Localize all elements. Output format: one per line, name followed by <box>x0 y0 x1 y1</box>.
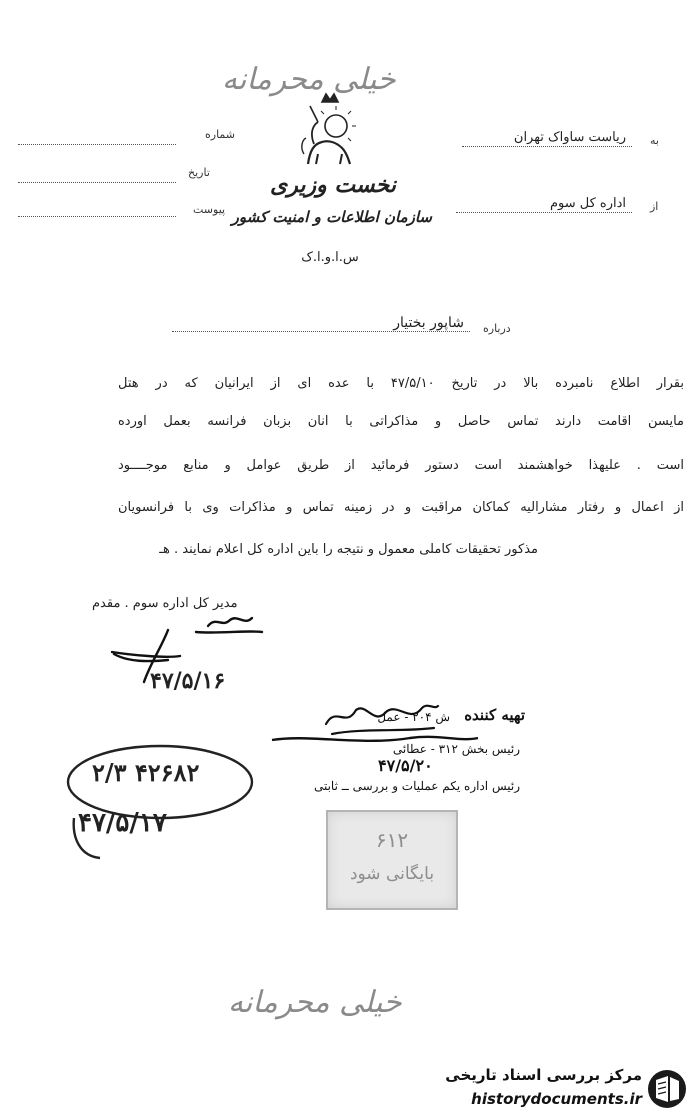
date-field-line <box>18 182 176 183</box>
archive-stamp-text: بایگانی شود <box>349 864 435 884</box>
registry-date: ۴۷/۵/۱۷ <box>78 808 167 838</box>
attachment-field-line <box>18 216 176 217</box>
body-line-4: از اعمال و رفتار مشارالیه کماکان مراقبت و در زمینه تماس و مذاکرات وی با فرانسویان <box>118 500 684 515</box>
preparer-label: تهیه کننده <box>464 706 525 724</box>
classification-stamp-top: خیلی محرمانه <box>222 62 396 97</box>
lion-sun-emblem-icon <box>296 92 364 172</box>
to-value: ریاست ساواک تهران <box>513 130 626 145</box>
date-label: تاریخ <box>188 166 210 179</box>
from-label: از <box>650 200 659 213</box>
subject-value: شاپور بختیار <box>393 315 464 331</box>
office-head-label: رئیس اداره یکم عملیات و بررسی ــ ثابتی <box>313 779 520 793</box>
archive-stamp <box>326 810 458 910</box>
subject-field-line <box>172 331 470 332</box>
registry-number: ۲/۳ ۴۲۶۸۲ <box>92 758 200 787</box>
footer-watermark <box>412 1060 692 1116</box>
letterhead-title: نخست وزیری <box>270 172 396 198</box>
subject-label: درباره <box>483 322 511 335</box>
number-label: شماره <box>205 128 236 141</box>
approval-title: مدیر کل اداره سوم . مقدم <box>92 596 238 611</box>
letterhead-code: س.ا.و.ا.ک <box>301 250 359 265</box>
footer-website: historydocuments.ir <box>471 1090 642 1108</box>
classification-stamp-bottom: خیلی محرمانه <box>228 985 402 1020</box>
footer-brand-name: مرکز بررسی اسناد تاریخی <box>445 1066 642 1084</box>
attachment-label: پیوست <box>193 203 226 216</box>
preparer-handwriting: ش ۲۰۴ - عمل <box>377 710 450 724</box>
body-line-3: است . علیهذا خواهشمند است دستور فرمائید از طریق عوامل و منابع موجــــود <box>118 458 684 473</box>
archive-logo-icon <box>646 1068 688 1110</box>
from-field-line <box>456 212 632 213</box>
to-field-line <box>462 146 632 147</box>
approval-handwriting: ۴۷/۵/۱۶ <box>150 668 226 694</box>
body-line-2: مایسن اقامت دارند تماس حاصل و مذاکراتی با آنان بزبان فرانسه بعمل آورده <box>118 414 684 429</box>
letterhead-organization: سازمان اطلاعات و امنیت کشور <box>231 208 432 226</box>
number-field-line <box>18 144 176 145</box>
body-line-1: بقرار اطلاع نامبرده بالا در تاریخ ۴۷/۵/۱۰ با عده ای از ایرانیان که در هتل <box>118 376 684 391</box>
archive-stamp-number: ۶۱۲ <box>375 828 409 852</box>
section-head-label: رئیس بخش ۳۱۲ - عطائی <box>392 742 520 756</box>
from-value: اداره کل سوم <box>549 196 626 211</box>
to-label: به <box>650 134 659 147</box>
body-line-5: مذکور تحقیقات کاملی معمول و نتیجه را باین اداره کل اعلام نمایند . هـ <box>159 542 538 557</box>
section-date: ۴۷/۵/۲۰ <box>378 756 433 775</box>
